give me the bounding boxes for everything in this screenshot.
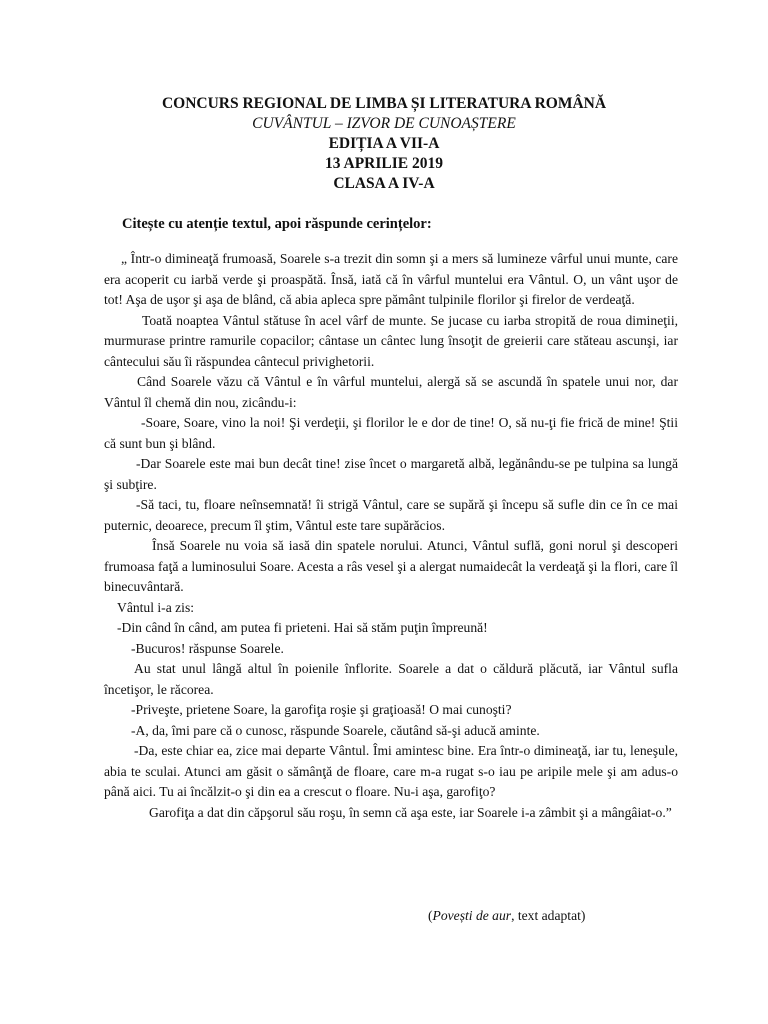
source-citation: [428, 908, 585, 924]
paragraph: -Soare, Soare, vino la noi! Şi verdeţii, şi florilor le e dor de tine! O, să nu-ţi fie frică de mine! Ştii că sunt bun şi blând.: [104, 415, 678, 451]
grade: CLASA A IV-A: [333, 175, 435, 192]
contest-title: CONCURS REGIONAL DE LIMBA ȘI LITERATURA ROMÂNĂ: [161, 95, 607, 112]
date: 13 APRILIE 2019: [325, 155, 443, 172]
paragraph: -Din când în când, am putea fi prieteni. Hai să stăm puţin împreună!: [117, 620, 488, 635]
paragraph: -Să taci, tu, floare neînsemnată! îi strigă Vântul, care se supără şi începu să sufle din ce în ce mai puternic, deoarece, precum îl ştim, Vântul este tare supărăcios.: [104, 497, 678, 533]
paragraph: Garofiţa a dat din căpşorul său roşu, în semn că aşa este, iar Soarele i-a zâmbit şi a mângâiat-o.”: [149, 804, 672, 820]
source-rest: , text adaptat): [511, 908, 586, 923]
paragraph: Au stat unul lângă altul în poienile înflorite. Soarele a dat o căldură plăcută, iar Vântul sufla încetişor, le răcorea.: [104, 661, 678, 697]
paragraph: -A, da, îmi pare că o cunosc, răspunde Soarele, căutând să-şi aducă aminte.: [131, 722, 540, 738]
source-title: Povești de aur: [432, 908, 512, 923]
paragraph: Când Soarele văzu că Vântul e în vârful muntelui, alergă să se ascundă în spatele unui nor, dar Vântul îl chemă din nou, zicându-i:: [104, 374, 678, 410]
source-open: (: [428, 908, 433, 923]
paragraph: Însă Soarele nu voia să iasă din spatele norului. Atunci, Vântul suflă, goni norul şi descoperi frumoasa faţă a luminosului Soare. Acesta a râs vesel şi a alergat numaidecât la verdeaţă şi la flori, care îl binecuvântară.: [104, 538, 678, 594]
paragraph: -Dar Soarele este mai bun decât tine! zise încet o margaretă albă, legănându-se pe tulpina sa lungă şi subţire.: [104, 456, 678, 492]
contest-motto: CUVÂNTUL – IZVOR DE CUNOAȘTERE: [252, 115, 516, 132]
edition: EDIȚIA A VII-A: [328, 135, 440, 152]
paragraph: -Da, este chiar ea, zice mai departe Vântul. Îmi amintesc bine. Era într-o dimineaţă, iar tu, leneşule, abia te sculai. Atunci am găsit o sămânţă de floare, care m-a rugat s-o iau pe aripile mele şi am adus-o până aici. Tu ai încălzit-o şi din ea a crescut o floare. Nu-i aşa, garofiţo?: [104, 743, 678, 799]
paragraph: Toată noaptea Vântul stătuse în acel vârf de munte. Se jucase cu iarba stropită de roua dimineţii, murmurase printre ramurile copacilor; cântase un cântec lung însoţit de greierii care stăteau ascunşi, iar cântecului său îi răspundea cântecul privighetorii.: [104, 312, 678, 369]
paragraph: -Bucuros! răspunse Soarele.: [131, 640, 284, 656]
paragraph: „ Într-o dimineaţă frumoasă, Soarele s-a trezit din somn şi a mers să lumineze vârful unui munte, care era acoperit cu iarbă verde şi proaspătă. Însă, iată că în vârful muntelui era Vântul. O, un vânt uşor de tot! Aşa de uşor şi aşa de blând, că abia apleca spre pământ tulpinile florilor şi firelor de verdeaţă.: [104, 251, 678, 307]
instruction: Citește cu atenție textul, apoi răspunde cerințelor:: [122, 216, 432, 232]
story-text: [104, 249, 678, 823]
paragraph: -Priveşte, prietene Soare, la garofiţa roşie şi graţioasă! O mai cunoşti?: [131, 702, 512, 717]
paragraph: Vântul i-a zis:: [117, 599, 195, 615]
